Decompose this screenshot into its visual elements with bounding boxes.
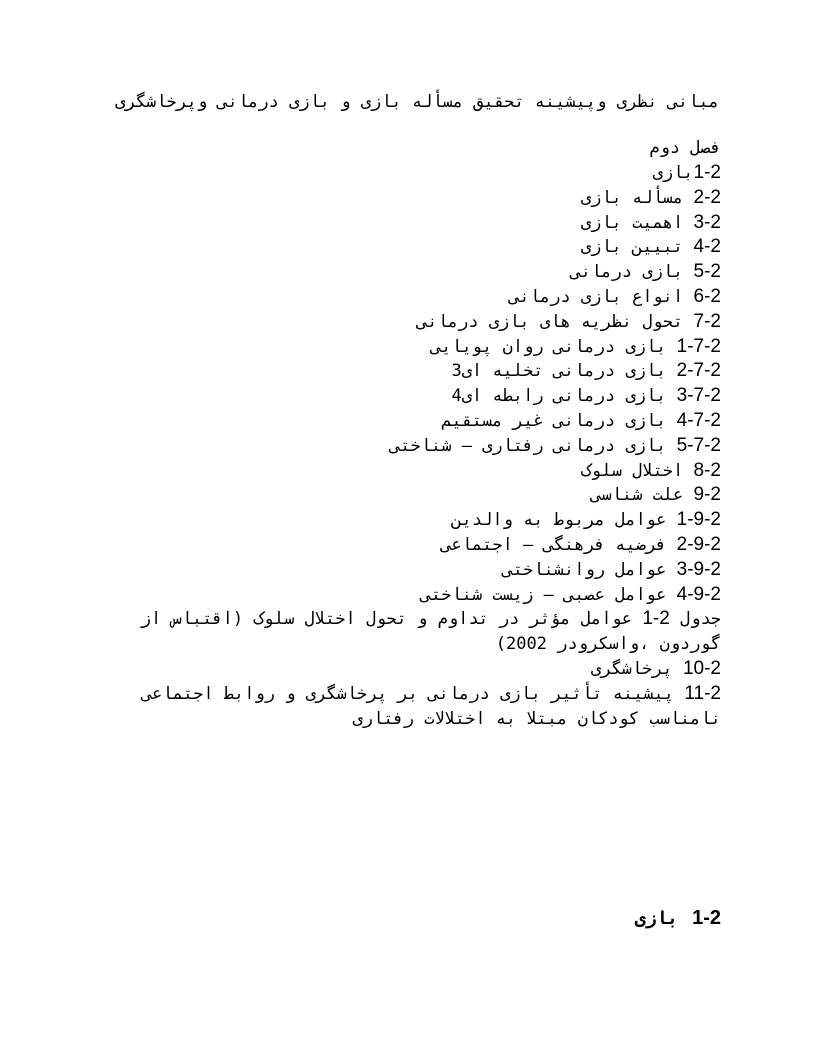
toc-item bbox=[100, 310, 721, 335]
toc-number: 2-9-2 bbox=[676, 533, 721, 555]
toc-number: 4-7-2 bbox=[676, 409, 721, 431]
toc-text: فرضیه فرهنگی – اجتماعی bbox=[441, 534, 667, 555]
toc-item bbox=[100, 161, 721, 186]
toc-number: 1-2 bbox=[693, 162, 721, 183]
toc-item bbox=[100, 335, 721, 360]
toc-number: 4-9-2 bbox=[676, 583, 721, 605]
toc-item bbox=[100, 235, 721, 260]
toc-item bbox=[100, 459, 721, 484]
toc-item bbox=[100, 657, 721, 682]
toc-item bbox=[100, 483, 721, 508]
toc-number: 8-2 bbox=[693, 459, 721, 481]
document-body bbox=[100, 90, 721, 731]
toc-text: بازی درمانی رابطه ای4 bbox=[451, 386, 667, 407]
toc-item bbox=[100, 384, 721, 409]
toc-number: 5-7-2 bbox=[676, 434, 721, 456]
toc-item bbox=[100, 682, 721, 732]
toc-item bbox=[100, 359, 721, 384]
toc-text: بازی درمانی رفتاری – شناختی bbox=[390, 435, 667, 456]
toc-text: بازی درمانی غیر مستقیم bbox=[441, 410, 667, 431]
toc-text: عوامل روانشناختی bbox=[502, 559, 667, 580]
toc-item bbox=[100, 260, 721, 285]
toc-number: 2-7-2 bbox=[676, 360, 721, 382]
toc-text: اختلال سلوک bbox=[580, 460, 684, 481]
toc-text: تبیین بازی bbox=[580, 237, 684, 258]
table-number: 1-2 bbox=[642, 608, 670, 630]
section-number: 1-2 bbox=[692, 907, 721, 929]
toc-text: بازی درمانی روان پویایی bbox=[430, 336, 667, 357]
toc-number: 4-2 bbox=[693, 236, 721, 258]
toc-number: 5-2 bbox=[693, 261, 721, 283]
document-title: مبانی نظری وپیشینه تحقیق مسأله بازی و بازی درمانی وپرخاشگری bbox=[115, 92, 719, 112]
toc-item bbox=[100, 186, 721, 211]
toc-text: انواع بازی درمانی bbox=[509, 286, 684, 307]
toc-text: علت شناسی bbox=[591, 485, 684, 506]
toc-number: 11-2 bbox=[684, 682, 721, 704]
toc-item bbox=[100, 285, 721, 310]
toc-text: بازی bbox=[652, 163, 694, 183]
section-heading bbox=[635, 907, 721, 930]
chapter-heading: فصل دوم bbox=[649, 138, 721, 158]
toc-text: بازی درمانی تخلیه ای3 bbox=[451, 361, 667, 382]
toc-text: عوامل مربوط به والدین bbox=[451, 510, 667, 531]
toc-item bbox=[100, 409, 721, 434]
toc-item bbox=[100, 583, 721, 608]
toc-text: بازی درمانی bbox=[570, 262, 684, 283]
toc-number: 3-2 bbox=[693, 211, 721, 233]
toc-number: 3-7-2 bbox=[676, 385, 721, 407]
toc-text: اهمیت بازی bbox=[580, 212, 684, 233]
table-caption: عوامل مؤثر در تداوم و تحول اختلال سلوک (اقتباس از گوردون ،واسکرودر 2002) bbox=[140, 609, 721, 655]
toc-item bbox=[100, 533, 721, 558]
toc-text: مسأله بازی bbox=[580, 187, 684, 208]
toc-text: پرخاشگری bbox=[590, 658, 673, 679]
toc-number: 10-2 bbox=[682, 657, 721, 679]
toc-table-entry bbox=[100, 607, 721, 657]
toc-number: 1-7-2 bbox=[676, 335, 721, 357]
toc-number: 1-9-2 bbox=[676, 509, 721, 531]
toc-text: عوامل عصبی – زیست شناختی bbox=[420, 584, 667, 605]
section-title: بازی bbox=[634, 908, 679, 929]
toc-number: 9-2 bbox=[693, 484, 721, 506]
toc-item bbox=[100, 508, 721, 533]
table-of-contents bbox=[100, 161, 721, 731]
toc-item bbox=[100, 211, 721, 236]
table-prefix: جدول bbox=[680, 609, 721, 630]
toc-item bbox=[100, 558, 721, 583]
toc-text: تحول نظریه های بازی درمانی bbox=[417, 311, 684, 332]
toc-number: 2-2 bbox=[693, 186, 721, 208]
toc-text: پیشینه تأثیر بازی درمانی بر پرخاشگری و روابط اجتماعی نامناسب کودکان مبتلا به اختلالات رفتاری bbox=[141, 683, 721, 729]
toc-number: 7-2 bbox=[693, 310, 721, 332]
toc-number: 6-2 bbox=[693, 285, 721, 307]
toc-item bbox=[100, 434, 721, 459]
toc-number: 3-9-2 bbox=[676, 558, 721, 580]
